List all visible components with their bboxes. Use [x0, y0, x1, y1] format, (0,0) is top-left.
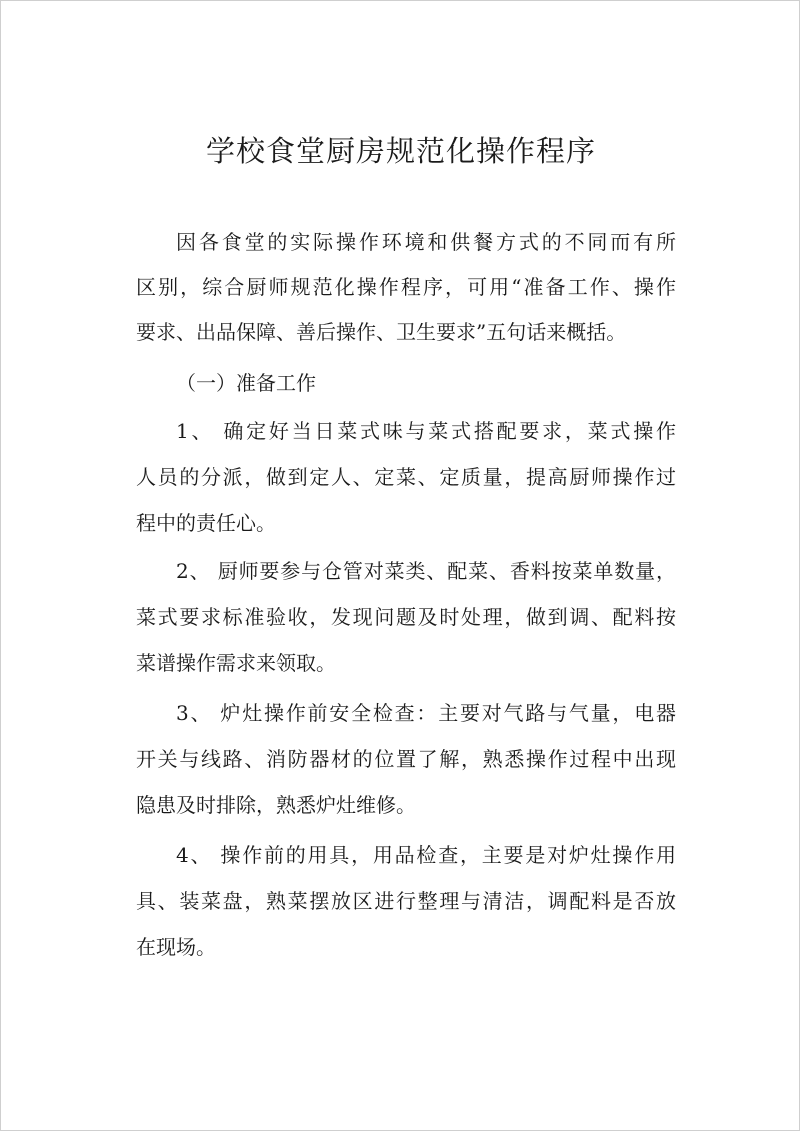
item-2-line-2: 菜式要求标准验收，发现问题及时处理，做到调、配料按: [136, 605, 676, 629]
item-2-line-3: 菜谱操作需求来领取。: [136, 651, 336, 675]
item-1-line-1: 1、 确定好当日菜式味与菜式搭配要求，菜式操作: [176, 419, 676, 443]
item-1-line-3: 程中的责任心。: [136, 511, 276, 535]
item-4-line-2: 具、装菜盘，熟菜摆放区进行整理与清洁，调配料是否放: [136, 889, 676, 913]
item-4-line-1: 4、 操作前的用具，用品检查，主要是对炉灶操作用: [176, 843, 676, 867]
item-3-line-2: 开关与线路、消防器材的位置了解，熟悉操作过程中出现: [136, 747, 676, 771]
section-heading: （一）准备工作: [176, 371, 316, 395]
intro-line-3: 要求、出品保障、善后操作、卫生要求”五句话来概括。: [136, 320, 627, 344]
item-1-line-2: 人员的分派，做到定人、定菜、定质量，提高厨师操作过: [136, 465, 676, 489]
item-2-line-1: 2、 厨师要参与仓管对菜类、配菜、香料按菜单数量，: [176, 559, 676, 583]
item-3-line-3: 隐患及时排除，熟悉炉灶维修。: [136, 793, 416, 817]
intro-line-2: 区别，综合厨师规范化操作程序，可用“准备工作、操作: [136, 275, 676, 299]
intro-line-1: 因各食堂的实际操作环境和供餐方式的不同而有所: [176, 230, 676, 254]
document-title: 学校食堂厨房规范化操作程序: [205, 134, 596, 168]
item-3-line-1: 3、 炉灶操作前安全检查：主要对气路与气量，电器: [176, 701, 676, 725]
item-4-line-3: 在现场。: [136, 935, 216, 959]
